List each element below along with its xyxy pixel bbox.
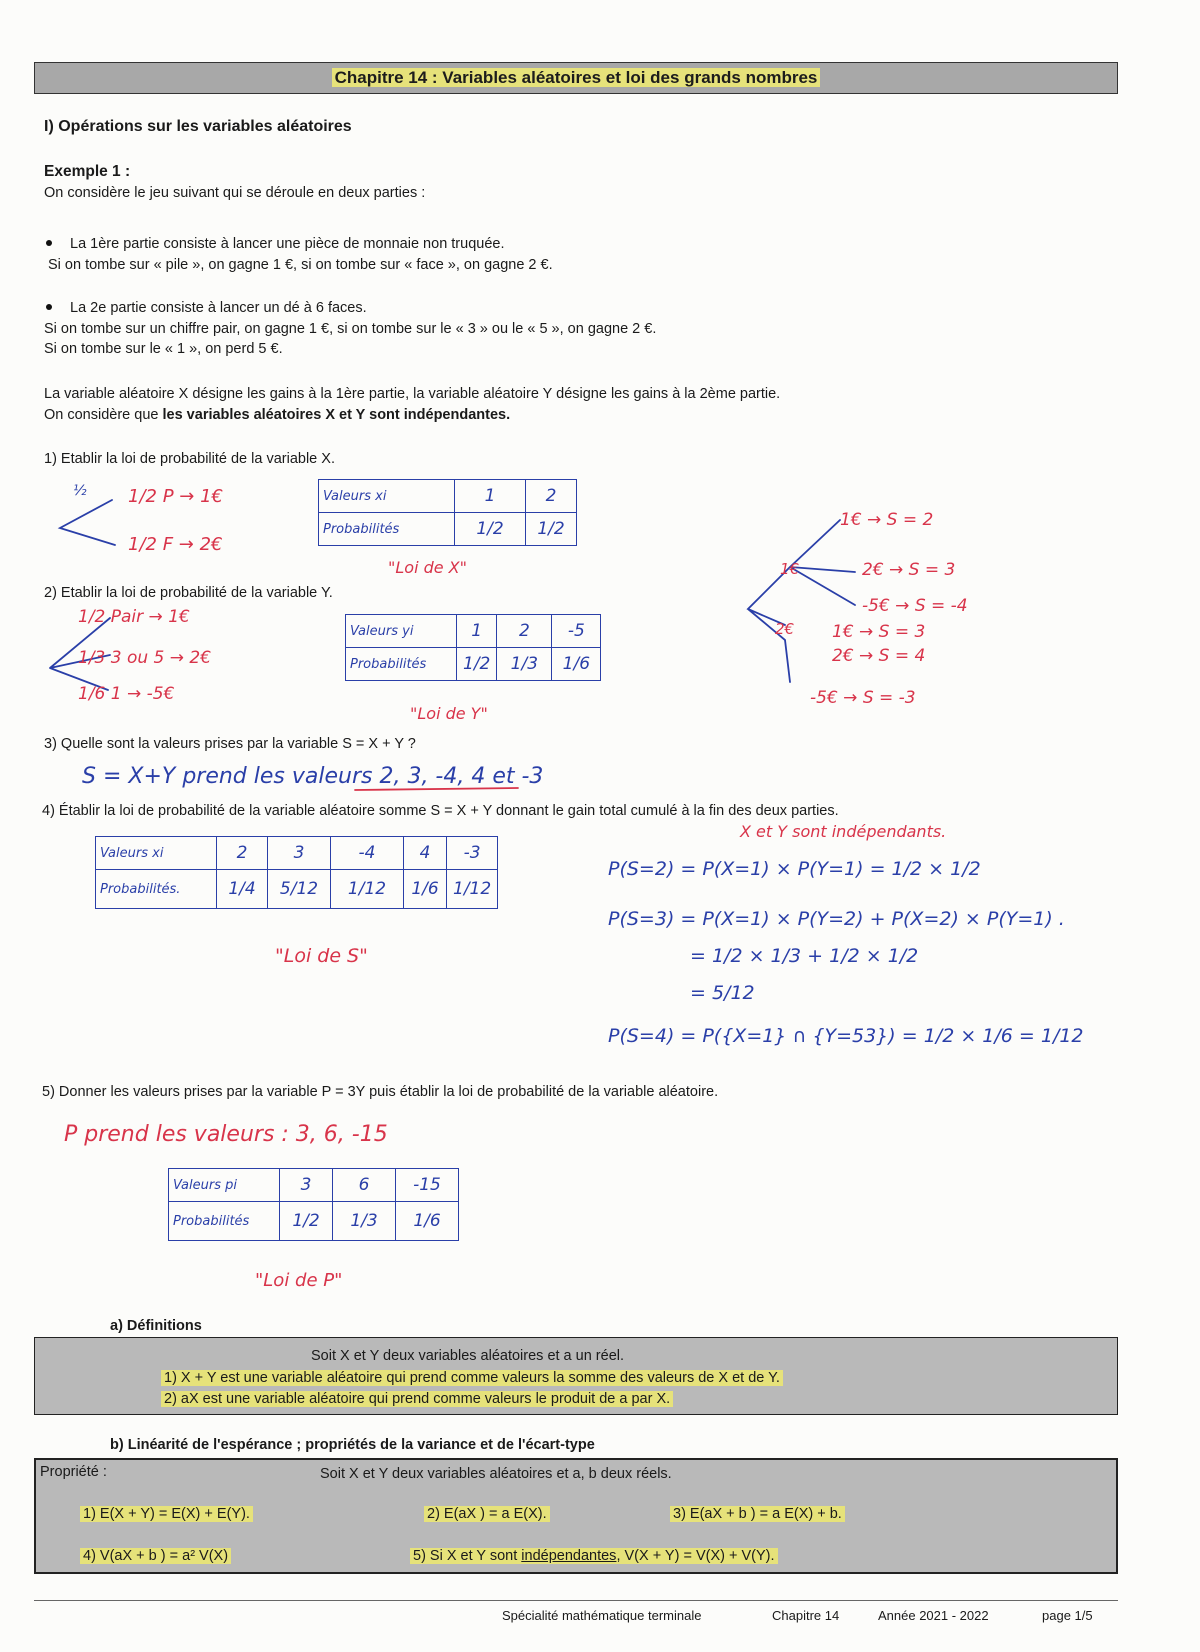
- question-1: 1) Etablir la loi de probabilité de la variable X.: [44, 451, 335, 467]
- tree-node: 2€: [775, 620, 795, 638]
- law-table-y: [345, 614, 601, 681]
- handwritten-answer: P prend les valeurs : 3, 6, -15: [64, 1122, 388, 1147]
- table-cell: 1: [457, 615, 497, 648]
- chapter-title: Chapitre 14 : Variables aléatoires et loi des grands nombres: [332, 68, 821, 87]
- table-cell: Probabilités: [319, 513, 455, 546]
- tree-leaf: -5€ → S = -4: [862, 596, 968, 616]
- table-cell: Valeurs yi: [346, 615, 457, 648]
- table-cell: 6: [333, 1169, 396, 1202]
- question-2: 2) Etablir la loi de probabilité de la variable Y.: [44, 585, 333, 601]
- properties-box: [34, 1458, 1118, 1574]
- table-cell: Valeurs pi: [169, 1169, 280, 1202]
- rule-text: Si on tombe sur le « 1 », on perd 5 €.: [44, 341, 283, 357]
- calculation-line: = 5/12: [690, 982, 755, 1004]
- table-cell: -3: [447, 837, 498, 870]
- properties-intro: Soit X et Y deux variables aléatoires et a, b deux réels.: [320, 1466, 672, 1482]
- table-cell: 1/2: [455, 513, 526, 546]
- question-5: 5) Donner les valeurs prises par la variable P = 3Y puis établir la loi de probabilité de la variable aléatoire.: [42, 1084, 719, 1100]
- table-cell: 1/12: [331, 870, 404, 909]
- table-cell: 3: [268, 837, 331, 870]
- independence-statement: On considère que les variables aléatoires X et Y sont indépendantes.: [44, 407, 511, 423]
- footer-course: Spécialité mathématique terminale: [502, 1608, 702, 1623]
- property-item: 5) Si X et Y sont indépendantes, V(X + Y) = V(X) + V(Y).: [410, 1548, 778, 1564]
- branch-label: 1/2 Pair → 1€: [78, 607, 190, 627]
- definition-item: 1) X + Y est une variable aléatoire qui prend comme valeurs la somme des valeurs de X et de Y.: [161, 1370, 783, 1386]
- variables-description: La variable aléatoire X désigne les gains à la 1ère partie, la variable aléatoire Y désigne les gains à la 2ème partie.: [44, 386, 781, 402]
- table-cell: 5/12: [268, 870, 331, 909]
- table-cell: Valeurs xi: [96, 837, 217, 870]
- example-intro: On considère le jeu suivant qui se déroule en deux parties :: [44, 185, 426, 201]
- table-cell: 4: [404, 837, 447, 870]
- tree-leaf: 2€ → S = 4: [832, 646, 926, 666]
- footer-year: Année 2021 - 2022: [878, 1608, 989, 1623]
- table-cell: 1/2: [457, 648, 497, 681]
- property-item: 1) E(X + Y) = E(X) + E(Y).: [80, 1506, 253, 1522]
- question-4: 4) Établir la loi de probabilité de la variable aléatoire somme S = X + Y donnant le gain total cumulé à la fin des deux parties.: [42, 803, 839, 819]
- probability-label: ½: [73, 483, 87, 499]
- table-cell: 1/6: [396, 1202, 459, 1241]
- table-cell: 1/3: [333, 1202, 396, 1241]
- rule-text: Si on tombe sur un chiffre pair, on gagne 1 €, si on tombe sur le « 3 » ou le « 5 », on gagne 2 €.: [44, 321, 657, 337]
- table-cell: 3: [280, 1169, 333, 1202]
- table-cell: Probabilités: [346, 648, 457, 681]
- definition-item: 2) aX est une variable aléatoire qui prend comme valeurs le produit de a par X.: [161, 1391, 673, 1407]
- bullet-text: La 2e partie consiste à lancer un dé à 6 faces.: [70, 300, 367, 316]
- calculation-line: P(S=2) = P(X=1) × P(Y=1) = 1/2 × 1/2: [608, 858, 981, 880]
- tree-leaf: 1€ → S = 2: [840, 510, 934, 530]
- footer-rule: [34, 1600, 1118, 1601]
- law-table-s: [95, 836, 498, 909]
- definitions-intro: Soit X et Y deux variables aléatoires et a un réel.: [311, 1348, 625, 1364]
- branch-label: 1/3 3 ou 5 → 2€: [78, 648, 212, 668]
- tree-node: 1€: [780, 560, 800, 578]
- property-item: 4) V(aX + b ) = a² V(X): [80, 1548, 231, 1564]
- branch-label: 1/2 P → 1€: [128, 486, 223, 507]
- table-cell: 1/2: [280, 1202, 333, 1241]
- table-cell: -15: [396, 1169, 459, 1202]
- definitions-box: [34, 1337, 1118, 1415]
- tree-leaf: 2€ → S = 3: [862, 560, 956, 580]
- table-cell: Probabilités: [169, 1202, 280, 1241]
- rule-text: Si on tombe sur « pile », on gagne 1 €, si on tombe sur « face », on gagne 2 €.: [48, 257, 553, 273]
- section-heading: I) Opérations sur les variables aléatoires: [44, 118, 352, 135]
- table-cell: 1/6: [552, 648, 601, 681]
- table-cell: Probabilités.: [96, 870, 217, 909]
- table-cell: 2: [526, 480, 577, 513]
- question-3: 3) Quelle sont la valeurs prises par la variable S = X + Y ?: [44, 736, 416, 752]
- property-item: 3) E(aX + b ) = a E(X) + b.: [670, 1506, 845, 1522]
- calculation-line: P(S=3) = P(X=1) × P(Y=2) + P(X=2) × P(Y=1) .: [608, 908, 1065, 930]
- table-cell: 1/4: [217, 870, 268, 909]
- table-caption: "Loi de P": [255, 1270, 343, 1291]
- table-caption: "Loi de X": [388, 558, 467, 577]
- branch-label: 1/6 1 → -5€: [78, 684, 175, 704]
- table-cell: -4: [331, 837, 404, 870]
- table-cell: 1: [455, 480, 526, 513]
- table-caption: "Loi de S": [275, 945, 368, 967]
- property-item: 2) E(aX ) = a E(X).: [424, 1506, 550, 1522]
- property-label: Propriété :: [40, 1464, 107, 1480]
- bullet-text: La 1ère partie consiste à lancer une pièce de monnaie non truquée.: [70, 236, 505, 252]
- calculation-line: = 1/2 × 1/3 + 1/2 × 1/2: [690, 945, 919, 967]
- handwritten-answer: S = X+Y prend les valeurs 2, 3, -4, 4 et -3: [82, 764, 544, 789]
- law-table-x: [318, 479, 577, 546]
- definitions-heading: a) Définitions: [110, 1318, 202, 1334]
- tree-leaf: -5€ → S = -3: [810, 688, 916, 708]
- table-cell: 1/3: [497, 648, 552, 681]
- example-heading: Exemple 1 :: [44, 163, 131, 180]
- table-cell: 1/2: [526, 513, 577, 546]
- law-table-p: [168, 1168, 459, 1241]
- footer-page: page 1/5: [1042, 1608, 1093, 1623]
- footer-chapter: Chapitre 14: [772, 1608, 840, 1623]
- tree-leaf: 1€ → S = 3: [832, 622, 926, 642]
- table-caption: "Loi de Y": [410, 704, 488, 723]
- table-cell: 2: [497, 615, 552, 648]
- calculation-line: P(S=4) = P({X=1} ∩ {Y=53}) = 1/2 × 1/6 = 1/12: [608, 1025, 1084, 1047]
- table-cell: 2: [217, 837, 268, 870]
- table-cell: 1/6: [404, 870, 447, 909]
- table-cell: Valeurs xi: [319, 480, 455, 513]
- handwritten-note: X et Y sont indépendants.: [740, 822, 947, 841]
- table-cell: -5: [552, 615, 601, 648]
- branch-label: 1/2 F → 2€: [128, 534, 223, 555]
- properties-heading: b) Linéarité de l'espérance ; propriétés de la variance et de l'écart-type: [110, 1437, 595, 1453]
- table-cell: 1/12: [447, 870, 498, 909]
